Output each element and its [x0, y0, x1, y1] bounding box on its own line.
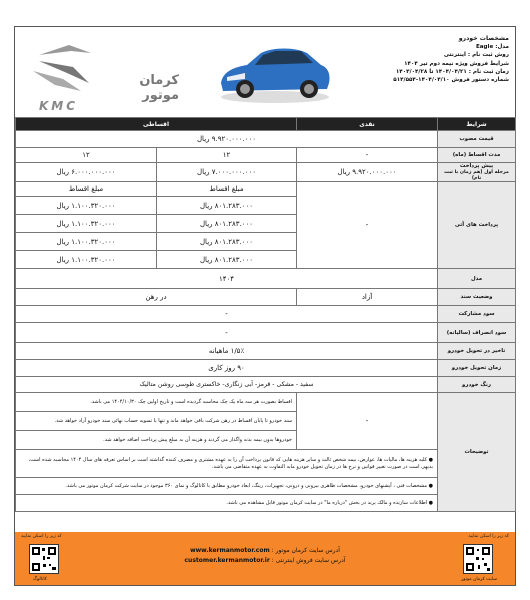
car-image	[215, 37, 333, 107]
penalty-label: سود انصراف (سالیانه)	[438, 323, 516, 343]
note-item: خودروها بدون بیمه بدنه واگذار می گردند و هزینه آن به مبلغ پیش پرداخت اضافه خواهد شد.	[16, 431, 297, 450]
col-conditions: شرایط	[438, 118, 516, 131]
sales-site-row	[175, 556, 355, 566]
note-general: ● مشخصات فنی ، آپشنهای خودرو، مشخصات ظاهری بیرونی و درونی، تجهیزات، رینگ، ابعاد خودرو مطابق با کاتالوگ و نمای ۳۶۰ موجود در سایت شرکت کرمان موتور می باشد.	[16, 478, 438, 495]
footer-addresses	[175, 546, 355, 566]
note-general: ● اطلاعات سازنده و مالک برند در بخش "درباره ما" در سایت کرمان موتور قابل مشاهده می باشد.	[16, 495, 438, 512]
conditions-table	[15, 117, 516, 512]
months-cash: -	[297, 148, 438, 163]
months-a: ۱۲	[157, 148, 297, 163]
share-label: سود مشارکت	[438, 306, 516, 323]
scan-caption-left: کد زیر را اسکن نمایید	[21, 534, 62, 539]
info-line: مشخصات خودرو	[458, 35, 509, 42]
info-line: زمان ثبت نام : ۱۴۰۴/۰۴/۲۱ تا ۱۴۰۴/۰۴/۲۸	[395, 68, 509, 75]
kmc-emblem-icon	[29, 41, 99, 101]
price-sheet	[14, 26, 516, 586]
notes-label: توضیحات	[438, 393, 516, 512]
future-b-item: ۱.۱۰۰.۳۲۰.۰۰۰ ریال	[16, 233, 157, 251]
penalty-value: -	[16, 323, 438, 343]
kmc-logo	[29, 41, 179, 111]
prepay-cash: ۹.۹۲۰.۰۰۰.۰۰۰ ریال	[297, 163, 438, 182]
prepay-title: پیش پرداخت	[459, 163, 494, 169]
site-label: آدرس سایت کرمان موتور :	[271, 547, 340, 554]
qr-left-label: کاتالوگ	[33, 577, 47, 582]
color-value: سفید - مشکی - قرمز- آبی زنگاری- خاکستری طوسی روشن متالیک	[16, 377, 438, 393]
delay-value: ۱/۵٪ ماهیانه	[16, 343, 438, 360]
delay-label: تاخیر در تحویل خودرو	[438, 343, 516, 360]
info-line: شرایط فروش ویژه نیمه دوم تیر ۱۴۰۴	[404, 60, 509, 67]
footer	[15, 532, 515, 585]
future-a-item: ۸۰۱.۲۸۳.۰۰۰ ریال	[157, 197, 297, 215]
prepay-a: ۷.۰۰۰.۰۰۰.۰۰۰ ریال	[157, 163, 297, 182]
site-row	[175, 546, 355, 556]
qr-code-right-icon	[463, 544, 493, 574]
future-b-item: ۱.۱۰۰.۳۲۰.۰۰۰ ریال	[16, 251, 157, 269]
sales-site-label: آدرس سایت فروش اینترنتی :	[271, 557, 346, 564]
scan-caption-right: کد زیر را اسکن نمایید	[468, 534, 509, 539]
header	[15, 27, 515, 118]
share-value: -	[16, 306, 438, 323]
qr-code-left-icon	[29, 544, 59, 574]
delivery-value: ۹۰ روز کاری	[16, 360, 438, 377]
sales-site-link[interactable]: customer.kermanmotor.ir	[184, 557, 270, 564]
model-value: ۱۴۰۴	[16, 269, 438, 289]
info-line: شماره دستور فروش ۱۴۰۴/۰۴/۱۰-۵۱۴/۵۵۴	[393, 77, 509, 84]
note-item: سند خودرو تا پایان اقساط در رهن شرکت باقی خواهد ماند و تنها با تسویه حساب نهائی سند خودرو آزاد خواهد شد.	[16, 412, 297, 431]
site-link[interactable]: www.kermanmotor.com	[190, 547, 270, 554]
info-line: روش ثبت نام : اینترنتی	[443, 52, 509, 59]
price-label: قیمت مصوب	[438, 131, 516, 148]
future-cash: -	[297, 182, 438, 269]
status-inst: در رهن	[16, 289, 297, 306]
status-label: وضعیت سند	[438, 289, 516, 306]
price-value: ۹.۹۲۰.۰۰۰.۰۰۰ ریال	[16, 131, 438, 148]
future-a-item: ۸۰۱.۲۸۳.۰۰۰ ریال	[157, 215, 297, 233]
future-head-b: مبلغ اقساط	[16, 182, 157, 197]
col-installment: اقساطی	[16, 118, 297, 131]
color-label: رنگ خودرو	[438, 377, 516, 393]
note-item: اقساط بصورت هر سه ماه یک چک محاسبه گردیده است و تاریخ اولین چک ۱۴۰۴/۱۰/۳۰ می باشد.	[16, 393, 297, 412]
notes-cash: -	[297, 393, 438, 450]
future-a-item: ۸۰۱.۲۸۳.۰۰۰ ریال	[157, 233, 297, 251]
model-label: مدل	[438, 269, 516, 289]
logo-text: کرمان موتور	[139, 73, 179, 103]
delivery-label: زمان تحویل خودرو	[438, 360, 516, 377]
note-general: ● کلیه هزینه ها، مالیات ها، عوارض، بیمه شخص ثالث و سایر هزینه هایی که قانون پرداخت آن را به عهده مشتری و مصرف کننده گذاشته است بر اساس تعرفه های سال ۱۴۰۴ محاسبه شده است، بدیهی است در صورت تغییر قوانین و نرخ ها در زمان تحویل خودرو مابه التفاوت به عهده متقاضی می باشد.	[16, 450, 438, 478]
qr-right-label: سایت کرمان موتور	[461, 577, 497, 582]
future-head-a: مبلغ اقساط	[157, 182, 297, 197]
col-cash: نقدی	[297, 118, 438, 131]
status-cash: آزاد	[297, 289, 438, 306]
future-b-item: ۱.۱۰۰.۳۲۰.۰۰۰ ریال	[16, 197, 157, 215]
future-label: پرداخت های آتی	[438, 182, 516, 269]
logo-sub: KMC	[39, 99, 79, 113]
months-b: ۱۲	[16, 148, 157, 163]
months-label: مدت اقساط (ماه)	[438, 148, 516, 163]
future-b-item: ۱.۱۰۰.۳۲۰.۰۰۰ ریال	[16, 215, 157, 233]
prepay-b: ۶.۰۰۰.۰۰۰.۰۰۰ ریال	[16, 163, 157, 182]
prepay-label	[438, 163, 516, 182]
info-line: مدل: Eagle	[475, 44, 509, 51]
future-a-item: ۸۰۱.۲۸۳.۰۰۰ ریال	[157, 251, 297, 269]
prepay-sub: مرحله اول (هم زمان با ثبت نام)	[444, 170, 509, 181]
